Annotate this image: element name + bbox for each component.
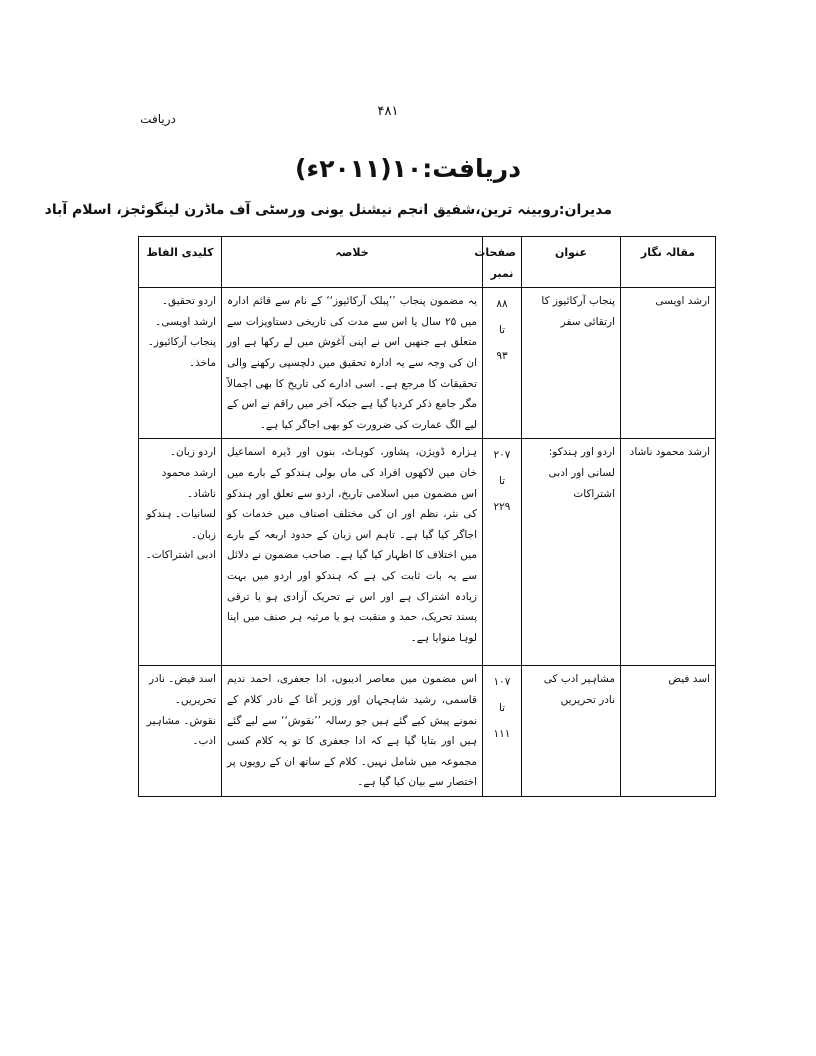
header-pages: صفحات نمبر xyxy=(483,237,522,288)
keyword: تحریریں۔ xyxy=(174,693,216,706)
keyword: ارشد محمود ناشاد۔ xyxy=(161,466,216,500)
author-cell: ارشد محمود ناشاد xyxy=(621,439,716,666)
keyword: لسانیات۔ ہندکو xyxy=(146,508,216,521)
page-number: ۴۸۱ xyxy=(377,104,399,119)
keyword: ادب۔ xyxy=(192,735,216,748)
table-row xyxy=(139,288,716,439)
keyword: نقوش۔ مشاہیر xyxy=(146,714,216,727)
keywords-cell xyxy=(139,288,222,439)
abstract-cell: ہزارہ ڈویژن، پشاور، کوہاٹ، بنوں اور ڈیرہ اسماعیل خان میں لاکھوں افراد کی ماں بولی ہندکو کے بارے میں اس مضمون میں اسلامی تاریخ، اردو سے تعلق اور ہندکو کی نثر، نظم اور ان کی مختلف اصناف میں خدمات کو اجاگر کیا گیا ہے۔ تاہم اس زبان کے حدود اربعہ کے بارے میں اختلاف کا اظہار کیا گیا ہے۔ صاحب مضمون نے دلائل سے یہ بات ثابت کی ہے کہ ہندکو اور اردو میں بہت زیادہ اشتراک ہے اور اس نے تحریک آزادی ہو یا ترقی پسند تحریک، حمد و منقبت ہو یا مرثیہ ہر صنف میں اپنا لوہا منوایا ہے۔ xyxy=(222,439,483,666)
page-to: ۲۲۹ xyxy=(493,501,511,514)
keywords-cell xyxy=(139,439,222,666)
title-cell: پنجاب آرکائیوز کا ارتقائی سفر xyxy=(522,288,621,439)
keyword: زبان۔ xyxy=(190,528,216,541)
author-cell: ارشد اویسی xyxy=(621,288,716,439)
editors-line: مدیران:روبینہ ترین،شفیق انجم نیشنل یونی ورسٹی آف ماڈرن لینگوئجز، اسلام آباد xyxy=(44,202,612,218)
keyword: اسد فیض۔ نادر xyxy=(149,673,216,686)
keyword: اردو تحقیق۔ xyxy=(161,295,216,308)
pages-cell xyxy=(483,666,522,797)
articles-table xyxy=(138,236,716,797)
pages-cell xyxy=(483,439,522,666)
title-cell: مشاہیر ادب کی نادر تحریریں xyxy=(522,666,621,797)
table-row xyxy=(139,439,716,666)
keyword: پنجاب آرکائیوز۔ xyxy=(147,336,216,349)
page-from: ۸۸ xyxy=(496,298,508,311)
keyword: ماخذ۔ xyxy=(189,356,216,369)
page-to: ۱۱۱ xyxy=(493,728,511,741)
keyword: ارشد اویسی۔ xyxy=(155,315,216,328)
keyword: اردو زبان۔ xyxy=(169,446,216,459)
author-cell: اسد فیض xyxy=(621,666,716,797)
abstract-cell: یہ مضمون پنجاب ’’پبلک آرکائیوز‘‘ کے نام سے قائم ادارہ میں ۲۵ سال یا اس سے مدت کی تاریخی دستاویزات سے متعلق ہے جنھیں اس نے اپنی آغوش میں لے رکھا ہے اور ان کی وجہ سے یہ ادارہ تحقیق میں دلچسپی رکھنے والی تحقیقات کا مرجع ہے۔ اسی ادارے کی تاریخ کا بھی اجمالاً مگر جامع ذکر کردیا گیا ہے جبکہ آخر میں راقم نے اس کے لیے الگ عمارت کی ضرورت کو بھی اجاگر کیا ہے۔ xyxy=(222,288,483,439)
page-to: ۹۳ xyxy=(496,350,508,363)
header-title: عنوان xyxy=(522,237,621,288)
header-author: مقالہ نگار xyxy=(621,237,716,288)
title-cell: اردو اور ہندکو: لسانی اور ادبی اشتراکات xyxy=(522,439,621,666)
header-keywords: کلیدی الفاظ xyxy=(139,237,222,288)
page-title: دریافت:۱۰(۲۰۱۱ء) xyxy=(294,154,522,183)
abstract-cell: اس مضمون میں معاصر ادیبوں، ادا جعفری، احمد ندیم قاسمی، رشید شاہجہان اور وزیر آغا کے نادر کلام کے نمونے پیش کیے گئے ہیں جو رسالہ ’’نقوش‘‘ سے لیے گئے ہیں اور بتایا گیا ہے کہ ادا جعفری کا تو یہ کلام کسی مجموعہ میں شامل نہیں۔ کلام کے ساتھ ان کے رویوں پر اختصار سے بیان کیا گیا ہے۔ xyxy=(222,666,483,797)
page-from: ۲۰۷ xyxy=(493,449,511,462)
page-separator: تا xyxy=(498,702,506,715)
header-abstract: خلاصہ xyxy=(222,237,483,288)
keywords-cell xyxy=(139,666,222,797)
keyword: ادبی اشتراکات۔ xyxy=(145,549,216,562)
page-separator: تا xyxy=(498,324,506,337)
page-separator: تا xyxy=(498,475,506,488)
page-from: ۱۰۷ xyxy=(493,676,511,689)
table-header-row xyxy=(139,237,716,288)
pages-cell xyxy=(483,288,522,439)
table-row xyxy=(139,666,716,797)
running-head: دریافت xyxy=(140,112,176,126)
